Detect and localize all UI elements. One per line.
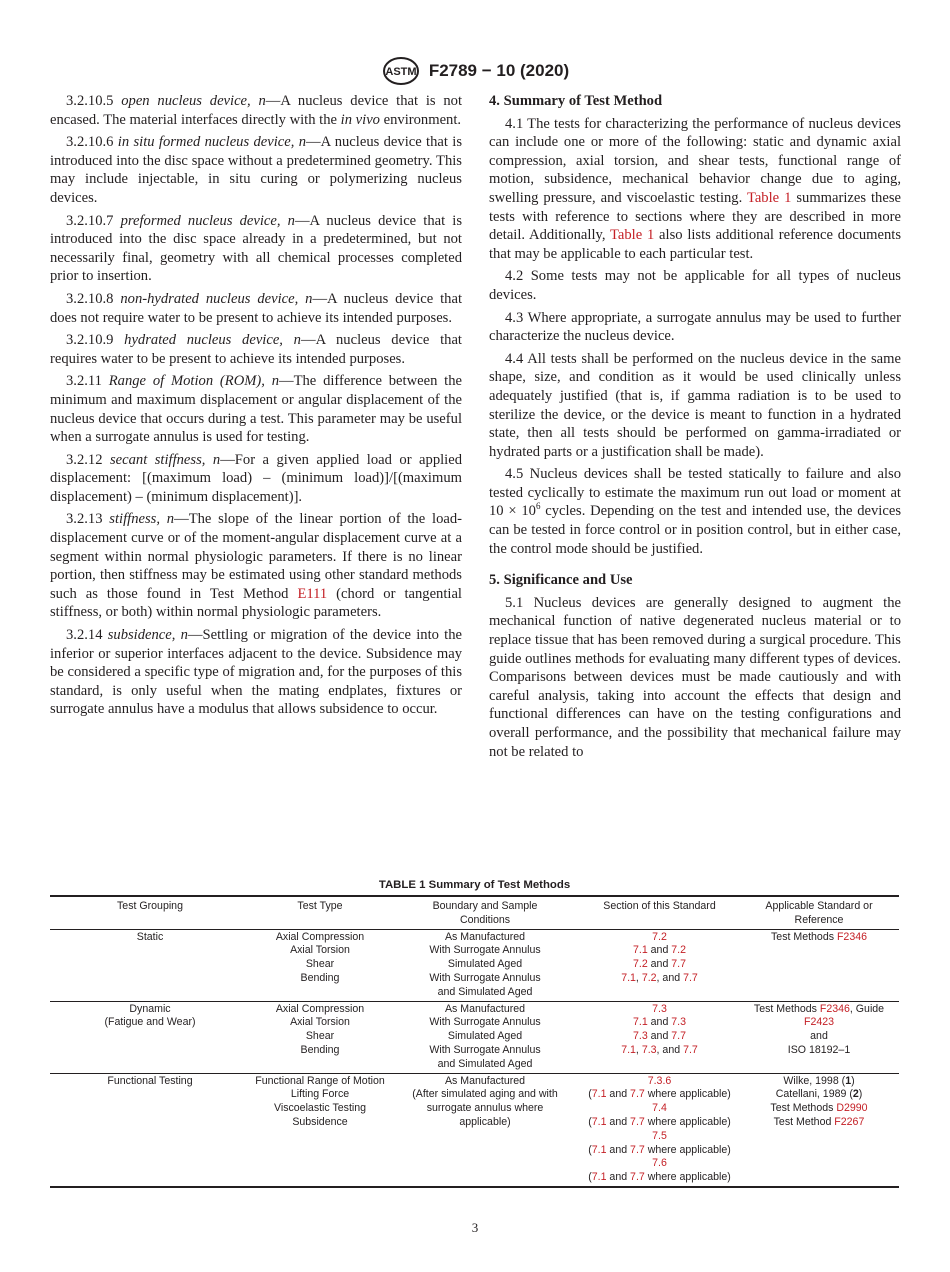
section-5-heading: 5. Significance and Use <box>489 572 633 589</box>
definition-number: 3.2.10.5 <box>66 93 114 109</box>
grouping-cell: Functional Testing <box>107 1074 193 1087</box>
reference-link[interactable]: F2267 <box>834 1115 865 1128</box>
section-cell: 7.3.6 (7.1 and 7.7 where applicable) 7.4 (7.1 and 7.7 where applicable) 7.5 (7.1 and 7.7 where applicable) 7.6 (7.1 and 7.7 where applicable) <box>588 1074 731 1184</box>
definition-3-2-11: 3.2.11 Range of Motion (ROM), n—The difference between the minimum and maximum displacement or angular displacement of the nucleus device that occurs during a test. This parameter may be useful when a surrogate annulus is used for testing. <box>50 373 462 446</box>
grouping-cell: Static <box>136 930 164 943</box>
definition-3-2-10-8: 3.2.10.8 non-hydrated nucleus device, n—A nucleus device that does not require water to be present to achieve its intended purposes. <box>50 290 463 326</box>
reference-link[interactable]: 7.3.6 <box>647 1074 672 1087</box>
reference-link[interactable]: 7.7 <box>630 1115 645 1128</box>
reference-link[interactable]: 7.7 <box>630 1143 645 1156</box>
paragraph-4-1: 4.1 The tests for characterizing the performance of nucleus devices can include one or more of the following: static and dynamic axial compression, axial torsion, and shear tests, functional range of motion, subsidence, mechanical behavior change due to aging, swelling pressure, and viscoelastic testing. Table 1 summarizes these tests with reference to sections where they are described in more detail. Additionally, Table 1 also lists additional reference documents that may be applicable to each particular test. <box>489 115 901 262</box>
right-column <box>489 92 901 765</box>
paragraph-4-5: 4.5 Nucleus devices shall be tested statically to failure and also tested cyclically to estimate the maximum run out load or moment at $10 \times 10^6$ cycles. Depending on the test and intended use, the devices can be tested in force control or in position control, but in either case, the control mode should be justified. <box>489 466 901 557</box>
definition-term: non-hydrated nucleus device, n <box>120 290 313 307</box>
definition-3-2-13: 3.2.13 stiffness, n—The slope of the linear portion of the load-displacement curve or of the moment-angular displacement curve at a segment within normal physiologic parameters. If there is no linear portion, then stiffness may be estimated using other standard methods such as those found in Test Method E111 (chord or tangential stiffness, or both) within normal physiologic parameters. <box>50 511 463 621</box>
table-1-link[interactable]: Table 1 <box>610 227 655 244</box>
definition-number: 3.2.13 <box>66 511 103 528</box>
definition-term: subsidence, n <box>107 627 188 644</box>
definition-3-2-12: 3.2.12 secant stiffness, n—For a given applied load or applied displacement: [(maximum load) – (minimum load)]/[(maximum displacement) – (minimum displacement)]. <box>50 451 462 505</box>
reference-link[interactable]: 7.2 <box>671 944 687 957</box>
reference-link[interactable]: 7.1 <box>621 971 636 984</box>
definition-number: 3.2.10.9 <box>66 332 114 349</box>
paragraph-4-3: 4.3 Where appropriate, a surrogate annulus may be used to further characterize the nucleus device. <box>489 309 901 345</box>
reference-link[interactable]: 7.1 <box>632 1016 648 1029</box>
conditions-cell: As Manufactured (After simulated aging and with surrogate annulus where applicable) <box>412 1074 558 1128</box>
definition-term: hydrated nucleus device, n <box>124 332 301 349</box>
test-type-cell: Axial Compression Axial Torsion Shear Bending <box>275 930 365 984</box>
table-header-row <box>50 896 899 929</box>
reference-link[interactable]: 7.3 <box>641 1043 657 1056</box>
reference-cell: Test Methods F2346, Guide F2423 and ISO 18192–1 <box>753 1002 885 1056</box>
reference-link[interactable]: 7.1 <box>591 1088 607 1101</box>
definition-term: open nucleus device, n <box>121 93 266 109</box>
reference-link[interactable]: 7.1 <box>591 1115 607 1128</box>
summary-table <box>50 879 899 1188</box>
definition-number: 3.2.12 <box>66 451 103 468</box>
reference-link[interactable]: 7.1 <box>632 944 648 957</box>
reference-link[interactable]: 7.7 <box>630 1171 645 1184</box>
reference-link[interactable]: 7.7 <box>683 1043 698 1056</box>
reference-link[interactable]: 7.7 <box>671 958 687 971</box>
reference-link[interactable]: 7.3 <box>671 1016 687 1029</box>
reference-link[interactable]: 7.1 <box>621 1043 636 1056</box>
reference-link[interactable]: 7.2 <box>641 971 657 984</box>
reference-link[interactable]: 7.5 <box>652 1129 667 1142</box>
page-header <box>0 56 950 86</box>
reference-link[interactable]: 7.3 <box>632 1030 648 1043</box>
section-4-heading: 4. Summary of Test Method <box>489 93 663 109</box>
table-row <box>50 1001 899 1073</box>
reference-link[interactable]: F2346 <box>836 930 867 943</box>
reference-link[interactable]: F2423 <box>803 1016 835 1029</box>
reference-link[interactable]: D2990 <box>836 1102 868 1115</box>
reference-link[interactable]: 7.1 <box>591 1171 607 1184</box>
reference-link[interactable]: 7.4 <box>652 1102 667 1115</box>
reference-link[interactable]: F2346 <box>819 1002 850 1015</box>
definition-number: 3.2.10.7 <box>66 212 114 229</box>
definition-term: preformed nucleus device, n <box>120 212 295 229</box>
section-cell: 7.2 7.1 and 7.2 7.2 and 7.7 7.1, 7.2, and 7.7 <box>621 930 698 984</box>
reference-link[interactable]: 7.7 <box>671 1030 687 1043</box>
test-type-cell: Functional Range of Motion Lifting Force Viscoelastic Testing Subsidence <box>255 1074 385 1128</box>
reference-link[interactable]: 7.2 <box>652 930 667 943</box>
reference-link[interactable]: 7.3 <box>652 1002 667 1015</box>
header-test-type: Test Type <box>297 900 343 912</box>
definition-number: 3.2.14 <box>66 627 103 644</box>
definition-3-2-10-6: 3.2.10.6 in situ formed nucleus device, n—A nucleus device that is introduced into the disc space without a predetermined geometry. This may include injectable, in situ curing or polymerizing nucleus devices. <box>50 134 463 206</box>
definition-3-2-10-7: 3.2.10.7 preformed nucleus device, n—A nucleus device that is introduced into the disc space already in a predetermined, but not necessarily final, geometry with all chemical processes completed prior to insertion. <box>50 212 463 285</box>
definition-number: 3.2.10.6 <box>66 134 114 151</box>
left-column <box>50 92 462 723</box>
header-conditions: Boundary and Sample Conditions <box>432 900 538 926</box>
definition-term: secant stiffness, n <box>109 451 221 468</box>
reference-link[interactable]: 7.7 <box>683 971 698 984</box>
definition-3-2-10-9: 3.2.10.9 hydrated nucleus device, n—A nucleus device that requires water to be present to achieve its intended purposes. <box>50 332 462 367</box>
header-reference: Applicable Standard or Reference <box>765 900 873 926</box>
definition-term: stiffness, n <box>109 511 175 528</box>
definition-term: in situ formed nucleus device, n <box>117 134 307 151</box>
paragraph-4-4: 4.4 All tests shall be performed on the nucleus device in the same shape, size, and condition as it would be used clinically unless adequately justified (that is, if gamma radiation is to be used to sterilize the device, or the device is meant to function in a hydrated state, then all tests should be performed on gamma-irradiated or hydrated parts or a justification shall be made). <box>489 350 901 460</box>
reference-link[interactable]: 7.2 <box>632 958 648 971</box>
paragraph-5-1: 5.1 Nucleus devices are generally designed to augment the mechanical function of native degenerated nucleus material or to replace tissue that has been removed during a surgical procedure. This guide outlines methods for evaluating many different types of devices. Comparisons between devices must be made cautiously and with careful analysis, taking into account the effects that design and functional differences can have on the testing configurations and overall performance, and the possibility that mechanical failure may not be related to <box>489 594 901 760</box>
definition-3-2-14: 3.2.14 subsidence, n—Settling or migration of the device into the inferior or superior interfaces adjacent to the device. Subsidence may be considered a specific type of migration and, for the purposes of this standard, is only useful when the mating endplates, fixtures or surrogate annulus have a modulus that allows subsidence to occur. <box>50 627 462 718</box>
reference-cell: Test Methods F2346 <box>771 930 867 943</box>
reference-cell: Wilke, 1998 (1) Catellani, 1989 (2) Test Methods D2990 Test Method F2267 <box>770 1074 868 1128</box>
definition-number: 3.2.11 <box>66 373 102 390</box>
astm-logo-icon <box>381 56 421 86</box>
header-test-grouping: Test Grouping <box>117 900 183 912</box>
designation: F2789 − 10 (2020) <box>428 61 570 80</box>
conditions-cell: As Manufactured With Surrogate Annulus Simulated Aged With Surrogate Annulus and Simulated Aged <box>429 1002 541 1070</box>
reference-link[interactable]: 7.1 <box>591 1143 607 1156</box>
reference-link[interactable]: 7.7 <box>630 1088 645 1101</box>
header-section: Section of this Standard <box>603 900 716 912</box>
page-number: 3 <box>471 1220 479 1235</box>
paragraph-4-2: 4.2 Some tests may not be applicable for all types of nucleus devices. <box>489 268 901 303</box>
table-title: TABLE 1 Summary of Test Methods <box>378 879 571 891</box>
grouping-cell: Dynamic (Fatigue and Wear) <box>104 1002 196 1029</box>
test-type-cell: Axial Compression Axial Torsion Shear Bending <box>275 1002 365 1056</box>
svg-text:ASTM: ASTM <box>385 66 417 78</box>
table-1-link[interactable]: Table 1 <box>746 189 792 206</box>
definition-3-2-10-5: 3.2.10.5 open nucleus device, n—A nucleus device that is not encased. The material interfaces directly with the in vivo environment. <box>50 93 462 128</box>
reference-link[interactable]: E111 <box>297 585 328 602</box>
table-row <box>50 929 899 1001</box>
table-row <box>50 1073 899 1187</box>
section-cell: 7.3 7.1 and 7.3 7.3 and 7.7 7.1, 7.3, and 7.7 <box>621 1002 698 1056</box>
conditions-cell: As Manufactured With Surrogate Annulus Simulated Aged With Surrogate Annulus and Simulated Aged <box>429 930 541 998</box>
reference-link[interactable]: 7.6 <box>652 1157 667 1170</box>
definition-term: Range of Motion (ROM), n <box>108 373 279 390</box>
definition-number: 3.2.10.8 <box>66 290 114 307</box>
